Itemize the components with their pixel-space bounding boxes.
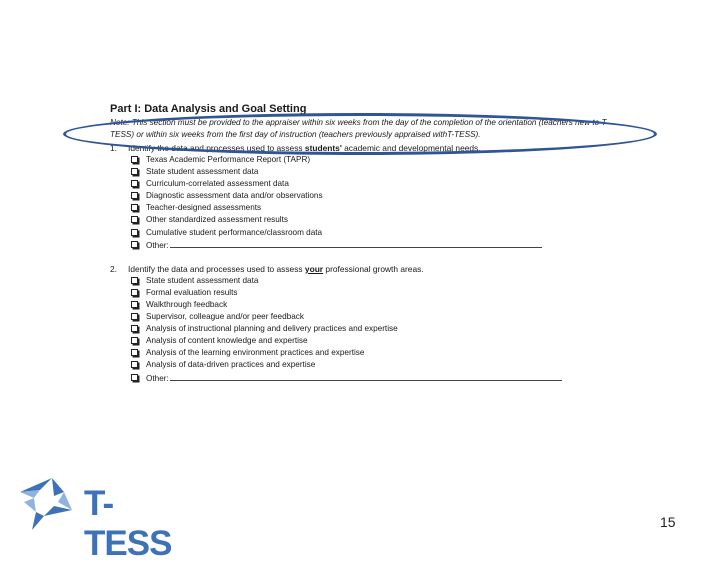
question-2-text-before: Identify the data and processes used to assess [128,263,303,274]
other-label: Other: [146,373,169,383]
checklist-item-label: Analysis of instructional planning and delivery practices and expertise [146,324,398,334]
checklist-item [110,190,650,202]
question-2-text-after: professional growth areas. [325,263,424,274]
checklist-item [110,227,650,239]
checkbox-icon [131,229,138,236]
checklist-item-label: State student assessment data [146,275,259,285]
other-fill-line [170,239,542,248]
other-label: Other: [146,240,169,250]
checklist-item-other [110,239,650,251]
checklist-item-label: State student assessment data [146,167,259,177]
other-fill-line [170,372,562,381]
checklist-item-label: Cumulative student performance/classroom data [146,227,323,237]
checklist-item-label: Teacher-designed assessments [146,203,262,213]
checkbox-icon [131,289,138,296]
checkbox-icon [131,277,138,284]
checklist-item-label: Walkthrough feedback [146,299,228,309]
checklist-item [110,214,650,226]
question-2-text [128,263,424,275]
checklist-item-label: Texas Academic Performance Report (TAPR) [146,155,311,164]
checklist-item [110,299,650,311]
checkbox-icon [131,204,138,211]
document-excerpt [110,103,650,384]
checklist-item-label: Analysis of content knowledge and expertise [146,336,308,346]
checklist-item-label: Curriculum-correlated assessment data [146,179,289,189]
checklist-item-label: Analysis of the learning environment practices and expertise [146,348,365,358]
checkbox-icon [131,374,138,381]
question-2 [110,263,650,275]
checkbox-icon [131,325,138,332]
part-title: Part I: Data Analysis and Goal Setting [110,103,307,115]
question-1-emphasis: students' [304,143,342,153]
checkbox-icon [131,241,138,248]
page-number: 15 [660,514,676,530]
question-1-text-before: Identify the data and processes used to assess [128,143,303,153]
note-text: Note: This section must be provided to the appraiser within six weeks from the day of the completion of the orientation (teachers new to T-TESS) or within six weeks from the first day of instruction (teachers previously appraised withT-TESS). [110,118,609,139]
question-2-number: 2. [110,263,117,274]
checkbox-icon [131,301,138,308]
checklist-item-label: Diagnostic assessment data and/or observations [146,191,323,201]
checklist-item [110,347,650,359]
checklist-item-label: Supervisor, colleague and/or peer feedback [146,312,304,322]
checklist-item [110,202,650,214]
checklist-item [110,275,650,287]
checklist-item [110,287,650,299]
checkbox-icon [131,156,138,163]
question-2-checklist [110,275,650,384]
checkbox-icon [131,216,138,223]
checkbox-icon [131,337,138,344]
checkbox-icon [131,180,138,187]
logo-text: T-TESS [84,484,172,563]
checklist-item [110,359,650,371]
question-1 [110,142,650,154]
checklist-item-label: Analysis of data-driven practices and expertise [146,360,316,370]
question-1-number: 1. [110,143,117,153]
checkbox-icon [131,349,138,356]
checklist-item-label: Formal evaluation results [146,287,238,297]
checkbox-icon [131,192,138,199]
checklist-item [110,323,650,335]
checkbox-icon [131,361,138,368]
question-1-checklist [110,154,650,251]
checklist-item [110,166,650,178]
checkbox-icon [131,168,138,175]
checklist-item [110,154,650,166]
t-tess-logo [14,470,172,563]
checklist-item-label: Other standardized assessment results [146,215,288,225]
checklist-item [110,335,650,347]
checklist-item-other [110,372,650,384]
star-arrow-icon [14,470,80,532]
question-1-text-after: academic and developmental needs. [344,143,481,153]
question-2-emphasis: your [304,263,324,274]
checkbox-icon [131,313,138,320]
question-1-text [128,142,481,154]
checklist-item [110,178,650,190]
checklist-item [110,311,650,323]
